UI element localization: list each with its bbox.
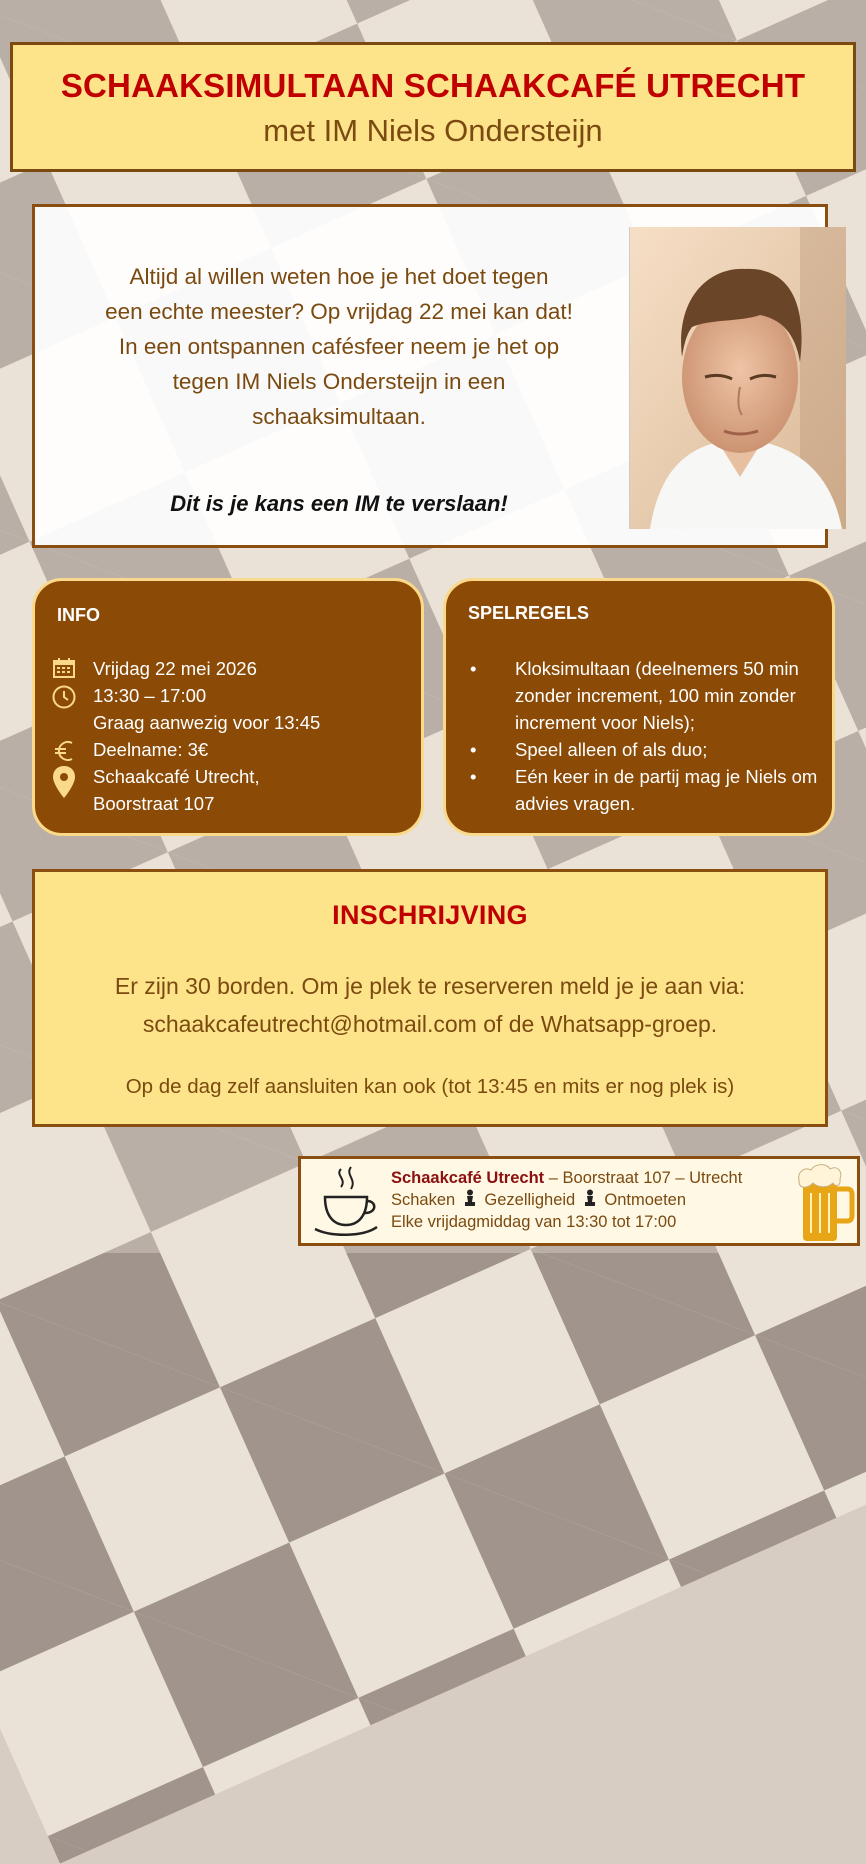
registration-note: Op de dag zelf aansluiten kan ook (tot 13:45 en mits er nog plek is) [125, 1075, 735, 1098]
registration-panel [32, 869, 828, 1127]
intro-line: tegen IM Niels Ondersteijn in een [172, 369, 506, 394]
info-card [32, 578, 424, 836]
pawn-icon [584, 1189, 596, 1207]
rule-text: Eén keer in de partij mag je Niels om advies vragen. [515, 766, 818, 814]
footer-tag: Gezelligheid [484, 1191, 576, 1209]
footer-text [391, 1167, 791, 1233]
intro-line: Altijd al willen weten hoe je het doet tegen [129, 264, 549, 289]
footer-schedule: Elke vrijdagmiddag van 13:30 tot 17:00 [391, 1213, 677, 1231]
rule-text: Speel alleen of als duo; [515, 739, 708, 760]
footer-address: – Boorstraat 107 – Utrecht [544, 1169, 743, 1187]
info-location-line1: Schaakcafé Utrecht, [93, 766, 260, 787]
euro-icon [49, 736, 79, 763]
info-fee: Deelname: 3€ [93, 739, 209, 760]
info-row-time [49, 682, 409, 736]
list-item [462, 655, 822, 736]
beer-mug-icon [797, 1163, 855, 1243]
info-row-date [49, 655, 409, 682]
clock-icon [49, 682, 79, 709]
rules-heading: SPELREGELS [468, 603, 590, 623]
info-list [49, 655, 409, 817]
info-location-line2: Boorstraat 107 [93, 793, 215, 814]
bullet: • [470, 739, 477, 760]
calendar-icon [49, 655, 79, 678]
footer-venue: Schaakcafé Utrecht [391, 1169, 545, 1187]
info-arrival: Graag aanwezig voor 13:45 [93, 712, 321, 733]
page-subtitle: met IM Niels Ondersteijn [263, 113, 603, 148]
footer-panel [298, 1156, 860, 1246]
registration-line2: schaakcafeutrecht@hotmail.com of de Whatsapp-groep. [142, 1011, 718, 1037]
intro-tagline: Dit is je kans een IM te verslaan! [170, 491, 508, 516]
intro-line: schaaksimultaan. [252, 404, 426, 429]
registration-heading: INSCHRIJVING [332, 900, 528, 930]
bullet: • [470, 658, 477, 679]
rules-list [462, 655, 822, 817]
footer-tag: Ontmoeten [604, 1191, 687, 1209]
intro-panel [32, 204, 828, 548]
list-item [462, 736, 822, 763]
registration-body [35, 967, 825, 1043]
info-time: 13:30 – 17:00 [93, 685, 207, 706]
rules-card [443, 578, 835, 836]
coffee-cup-icon [311, 1165, 381, 1239]
bullet: • [470, 766, 477, 787]
title-banner [10, 42, 856, 172]
intro-line: een echte meester? Op vrijdag 22 mei kan dat! [105, 299, 573, 324]
registration-line1: Er zijn 30 borden. Om je plek te reserveren meld je je aan via: [114, 973, 746, 999]
footer-tag: Schaken [391, 1191, 456, 1209]
page-title: SCHAAKSIMULTAAN SCHAAKCAFÉ UTRECHT [60, 67, 806, 104]
rule-text: Kloksimultaan (deelnemers 50 min zonder increment, 100 min zonder increment voor Niels); [515, 658, 799, 733]
location-pin-icon [49, 763, 79, 798]
info-date: Vrijdag 22 mei 2026 [93, 658, 257, 679]
list-item [462, 763, 822, 817]
intro-line: In een ontspannen cafésfeer neem je het op [118, 334, 560, 359]
intro-text [49, 259, 629, 434]
info-row-location [49, 763, 409, 817]
pawn-icon [464, 1189, 476, 1207]
info-heading: INFO [57, 605, 100, 625]
player-photo [629, 227, 846, 529]
info-row-fee [49, 736, 409, 763]
